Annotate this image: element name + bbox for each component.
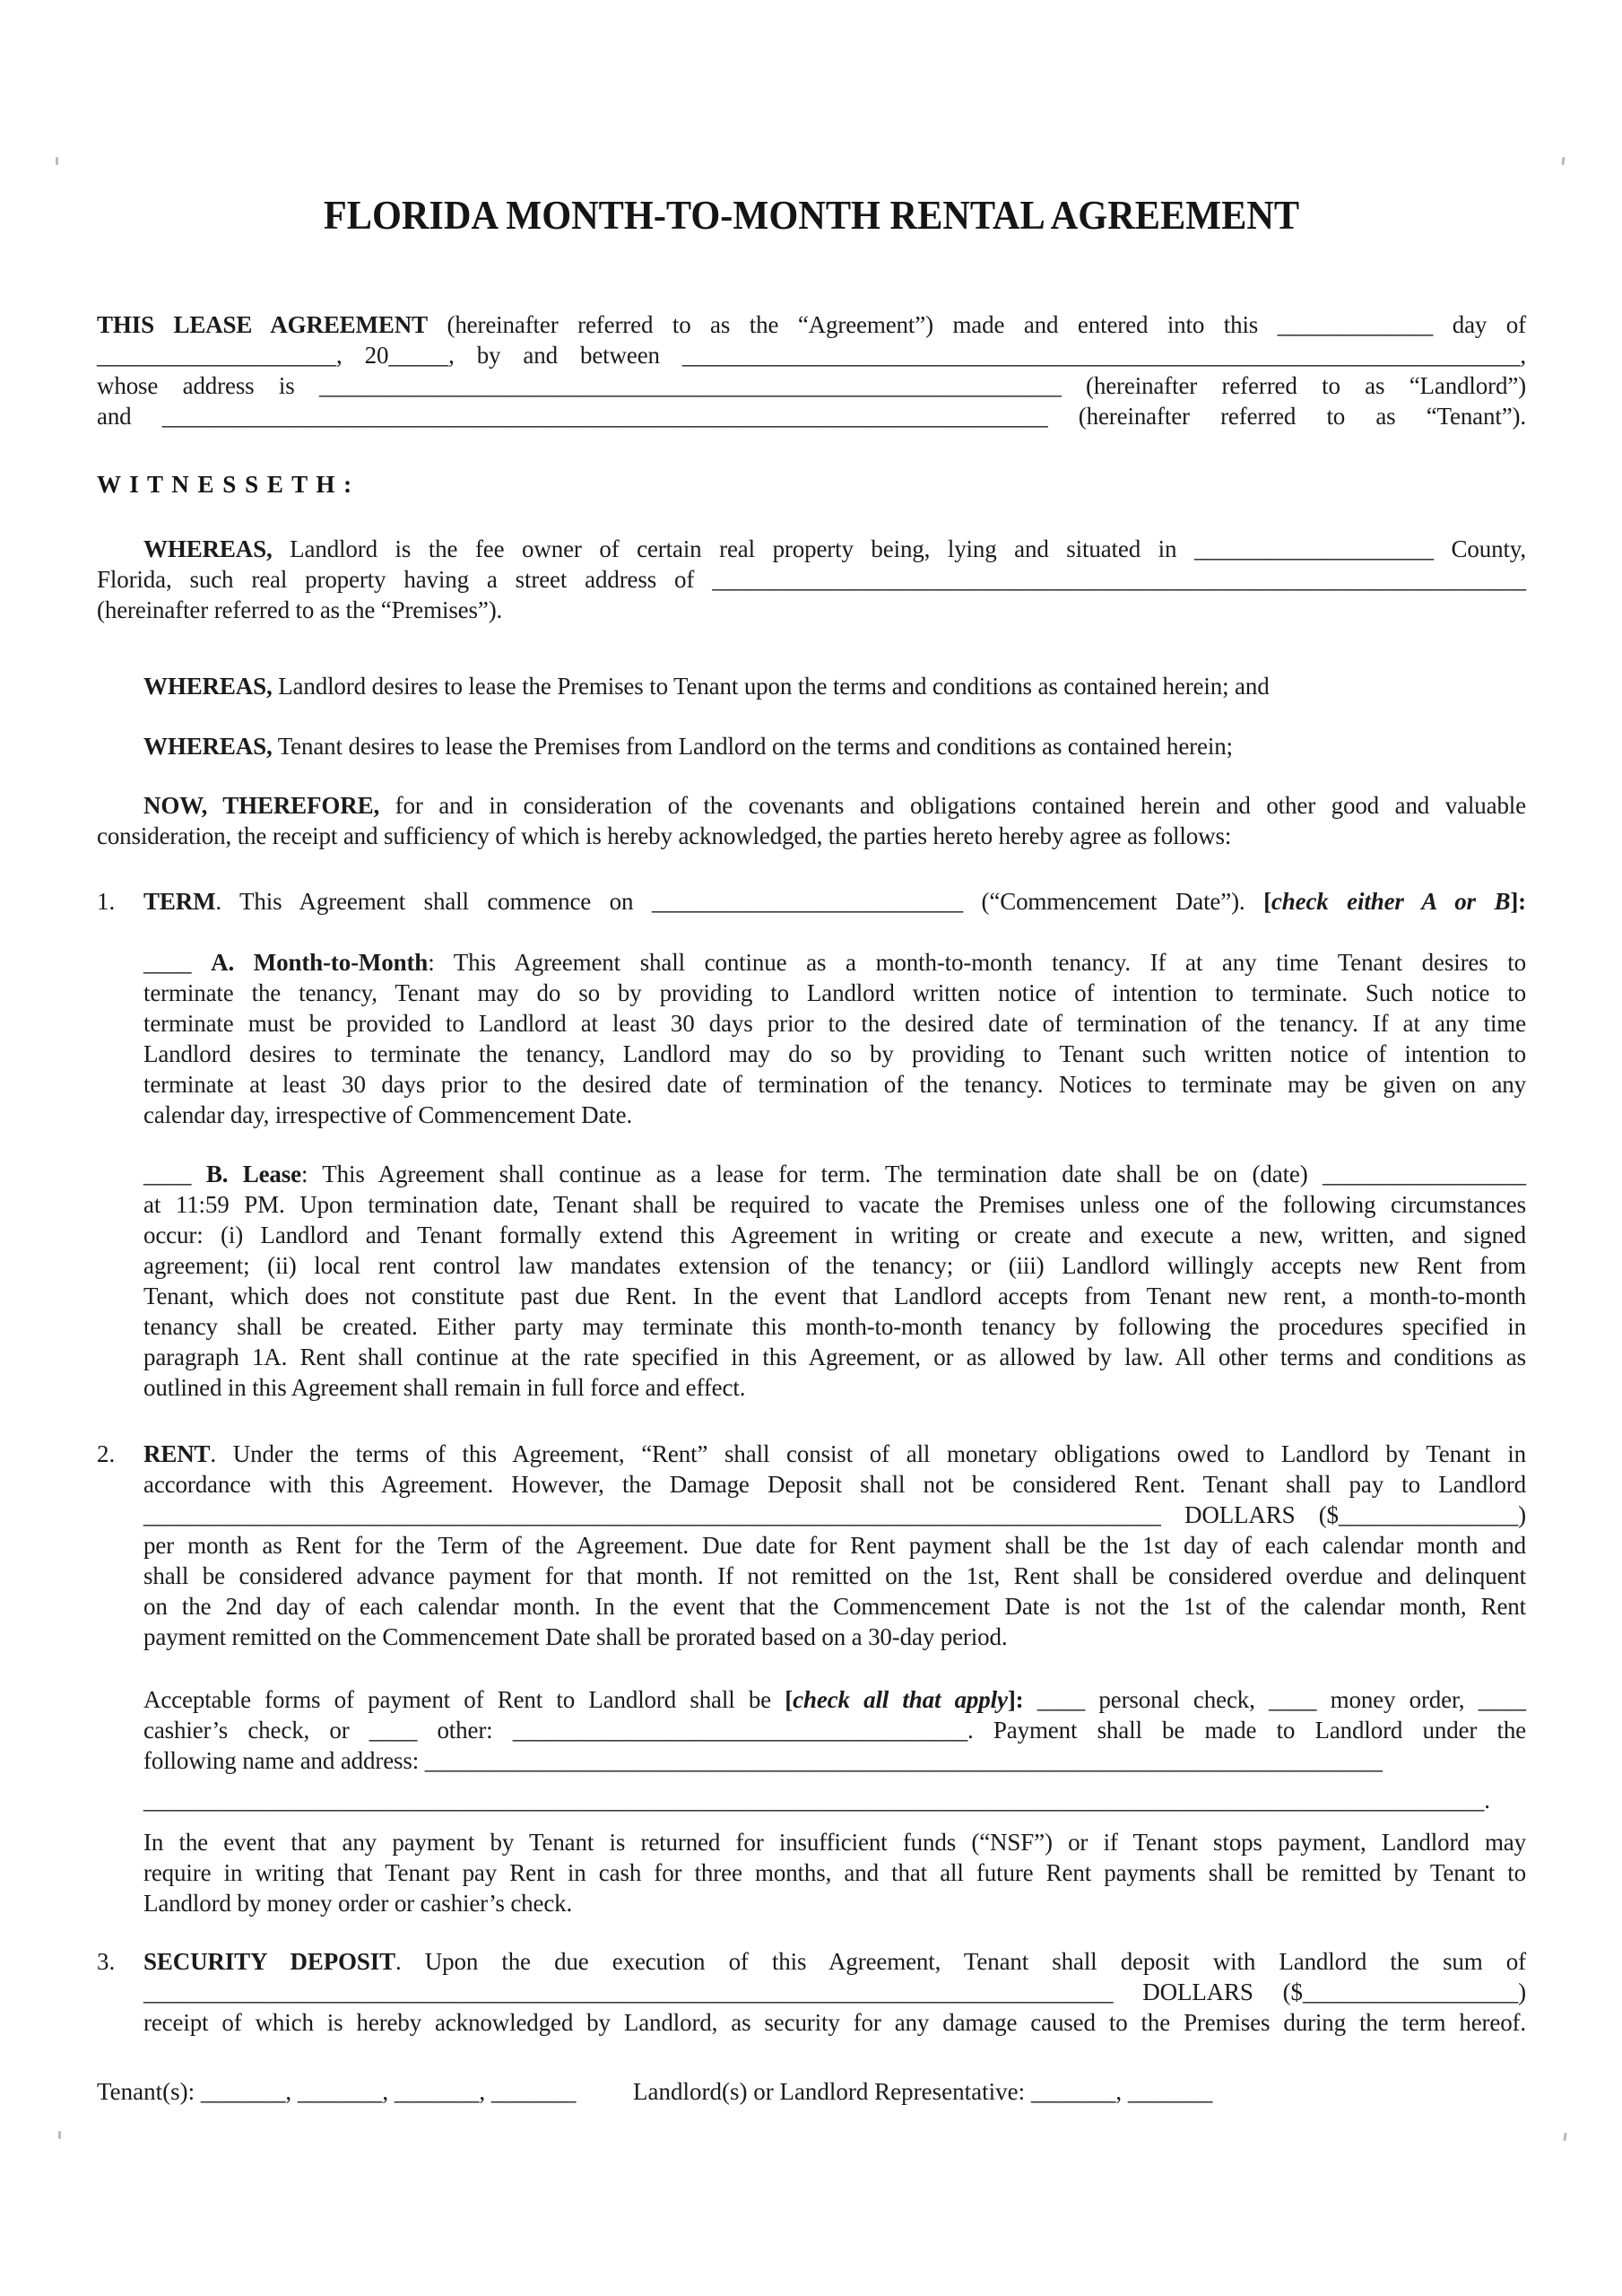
text-line: SECURITY DEPOSIT. Upon the due execution of this Agreement, Tenant shall deposit with Landlord the sum of [143,1948,1526,1975]
checkbox-option-line: ____ B. Lease: This Agreement shall continue as a lease for term. The termination date shall be on (date) _________________ [143,1161,1526,1187]
fill-in-line: _________________________________________________________________________________ DOLLARS ($__________________) [143,1979,1526,2005]
document-title: FLORIDA MONTH-TO-MONTH RENTAL AGREEMENT [323,192,1300,238]
text-line: payment remitted on the Commencement Date shall be prorated based on a 30-day period. [143,1623,1008,1650]
fill-in-line: ________________________________________________________________________________________________________________. [143,1787,1490,1813]
text-line: WHEREAS, Landlord is the fee owner of certain real property being, lying and situated in ____________________ County, [143,535,1526,562]
landlord-signature-blanks: Landlord(s) or Landlord Representative: _______, _______ [633,2078,1213,2105]
text-line: tenancy shall be created. Either party may terminate this month-to-month tenancy by following the procedures specified in [143,1313,1526,1340]
item-number: 2. [97,1440,116,1467]
section-security-deposit [97,1946,1526,2038]
text-line: terminate the tenancy, Tenant may do so by providing to Landlord written notice of intention to terminate. Such notice to [143,979,1526,1006]
term-option-a-paragraph [143,947,1526,1130]
checkbox-option-line: Acceptable forms of payment of Rent to Landlord shall be [check all that apply]: ____ personal check, ____ money order, ____ [143,1686,1526,1713]
text-line: NOW, THEREFORE, for and in consideration of the covenants and obligations contained herein and other good and valuable [143,792,1526,819]
payment-forms-paragraph [143,1684,1526,1776]
nsf-paragraph [143,1827,1526,1918]
tenant-signature-blanks: Tenant(s): _______, _______, _______, _______ [97,2078,577,2105]
text-line: RENT. Under the terms of this Agreement, “Rent” shall consist of all monetary obligations owed to Landlord by Tenant in [143,1440,1526,1467]
text-line: per month as Rent for the Term of the Agreement. Due date for Rent payment shall be the 1st day of each calendar month and [143,1532,1526,1559]
text-line: accordance with this Agreement. However, the Damage Deposit shall not be considered Rent. Tenant shall pay to Landlord [143,1471,1526,1498]
text-line: terminate at least 30 days prior to the desired date of termination of the tenancy. Notices to terminate may be given on any [143,1071,1526,1098]
signature-footer [97,2076,1526,2107]
item-number: 3. [97,1948,116,1975]
section-rent [97,1439,1526,1652]
witnesseth-heading [97,469,1526,500]
text-line: agreement; (ii) local rent control law mandates extension of the tenancy; or (iii) Landlord willingly accepts new Rent from [143,1252,1526,1279]
fill-in-line: cashier’s check, or ____ other: ______________________________________. Payment shall be made to Landlord under the [143,1717,1526,1744]
whereas-owner-paragraph [97,534,1526,625]
fill-in-line: Florida, such real property having a street address of ____________________________________________________________________ [97,566,1526,593]
section-term [97,886,1526,917]
text-line: Tenant, which does not constitute past due Rent. In the event that Landlord accepts from Tenant new rent, a month-to-month [143,1283,1526,1309]
fill-in-line: following name and address: ________________________________________________________________________________ [143,1747,1383,1774]
text-line: shall be considered advance payment for that month. If not remitted on the 1st, Rent shall be considered overdue and delinquent [143,1562,1526,1589]
text-line: WHEREAS, Landlord desires to lease the Premises to Tenant upon the terms and conditions as contained herein; and [143,673,1270,700]
whereas-landlord-paragraph [97,671,1526,701]
text-line: WHEREAS, Tenant desires to lease the Premises from Landlord on the terms and conditions as contained herein; [143,733,1233,760]
fill-in-line: and __________________________________________________________________________ (hereinafter referred to as “Tenant”). [97,403,1526,430]
text-line: Landlord by money order or cashier’s check. [143,1890,573,1917]
text-line: at 11:59 PM. Upon termination date, Tenant shall be required to vacate the Premises unless one of the following circumstances [143,1191,1526,1218]
text-line: W I T N E S S E T H : [97,471,353,498]
item-number: 1. [97,888,116,915]
text-line: consideration, the receipt and sufficiency of which is hereby acknowledged, the parties hereto hereby agree as follows: [97,822,1232,849]
text-line: Landlord desires to terminate the tenancy, Landlord may do so by providing to Tenant such written notice of intention to [143,1040,1526,1067]
text-line: TERM. This Agreement shall commence on __________________________ (“Commencement Date”). [check either A or B]: [143,888,1526,915]
intro-paragraph [97,309,1526,431]
text-line: receipt of which is hereby acknowledged by Landlord, as security for any damage caused to the Premises during the term hereof. [143,2009,1526,2036]
text-line: (hereinafter referred to as the “Premises”). [97,596,503,623]
text-line: terminate must be provided to Landlord at least 30 days prior to the desired date of termination of the tenancy. If at any time [143,1010,1526,1037]
text-line: on the 2nd day of each calendar month. In the event that the Commencement Date is not the 1st of the calendar month, Rent [143,1593,1526,1620]
whereas-tenant-paragraph [97,731,1526,761]
checkbox-option-line: ____ A. Month-to-Month: This Agreement shall continue as a month-to-month tenancy. If at any time Tenant desires to [143,949,1527,976]
fill-in-line: whose address is ______________________________________________________________ (hereinafter referred to as “Landlord”) [97,372,1526,399]
now-therefore-paragraph [97,790,1526,851]
text-line: outlined in this Agreement shall remain in full force and effect. [143,1374,746,1401]
term-option-b-paragraph [143,1159,1526,1403]
fill-in-line: _____________________________________________________________________________________ DOLLARS ($_______________) [143,1501,1526,1528]
text-line: calendar day, irrespective of Commencement Date. [143,1101,633,1128]
fill-in-line: ____________________, 20_____, by and between ______________________________________________________________________, [97,342,1526,369]
text-line: In the event that any payment by Tenant is returned for insufficient funds (“NSF”) or if Tenant stops payment, Landlord may [143,1829,1526,1856]
text-line: occur: (i) Landlord and Tenant formally extend this Agreement in writing or create and execute a new, written, and signed [143,1222,1526,1248]
text-line: paragraph 1A. Rent shall continue at the rate specified in this Agreement, or as allowed by law. All other terms and conditions as [143,1344,1526,1370]
text-line: THIS LEASE AGREEMENT (hereinafter referred to as the “Agreement”) made and entered into this _____________ day of [97,311,1526,338]
text-line: require in writing that Tenant pay Rent in cash for three months, and that all future Rent payments shall be remitted by Tenant to [143,1859,1526,1886]
payment-forms-continuation [143,1785,1526,1815]
